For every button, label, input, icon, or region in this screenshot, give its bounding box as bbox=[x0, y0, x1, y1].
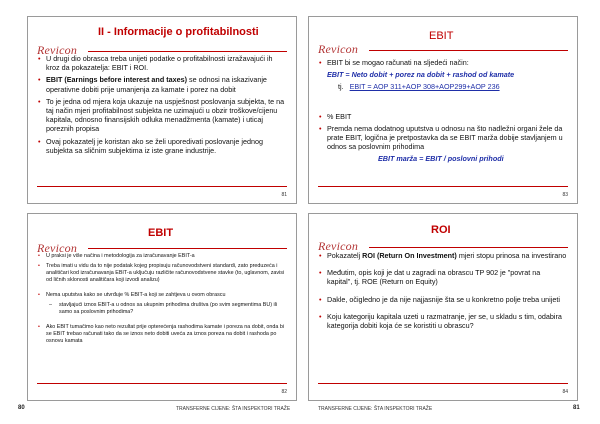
footer-rule bbox=[37, 186, 287, 187]
ebit-aop-line bbox=[318, 82, 567, 91]
revicon-logo: Revicon bbox=[318, 239, 359, 253]
bullet bbox=[318, 251, 567, 260]
bullet: • Nema uputstva kako se utvrđuje % EBIT-a koji se zahtjeva u ovom obrascu bbox=[37, 292, 286, 299]
slide-number: 81 bbox=[281, 192, 287, 198]
slide-title: ROI bbox=[431, 224, 451, 236]
left-page-number: 80 bbox=[18, 405, 25, 411]
slide-number: 83 bbox=[562, 192, 568, 198]
slide-number: 82 bbox=[281, 389, 287, 395]
slide-title: II - Informacije o profitabilnosti bbox=[98, 26, 259, 38]
slide-roi bbox=[308, 213, 578, 401]
title-rule bbox=[88, 248, 287, 249]
slide-body bbox=[37, 253, 286, 348]
left-running-footer: TRANSFERNE CIJENE: ŠTA INSPEKTORI TRAŽE bbox=[176, 406, 291, 412]
footer-rule bbox=[318, 383, 568, 384]
bullet: • Međutim, opis koji je dat u zagradi na obrascu TP 902 je "povrat na kapital", tj. ROE (Return on Equity) bbox=[318, 268, 567, 286]
bullet: • EBIT bi se mogao računati na sljedeći način: bbox=[318, 58, 567, 67]
title-rule bbox=[88, 51, 287, 52]
bullet: • Koju kategoriju kapitala uzeti u razmatranje, jer se, u skladu s tim, odabira kategorija dobiti koja će se koristiti u obrascu? bbox=[318, 312, 567, 330]
slide-title: EBIT bbox=[429, 30, 454, 42]
bullet: • Dakle, očigledno je da nije najjasnije šta se u konkretno polje treba unijeti bbox=[318, 295, 567, 304]
bullet: • Premda nema dodatnog uputstva u odnosu na što nadležni organi žele da prate EBIT, logična je pretpostavka da se EBIT marža dobije stavljanjem u odnos sa poslovnim prihodima bbox=[318, 124, 567, 152]
sub-bullet: – stavljajući iznos EBIT-a u odnos sa ukupnim prihodima društva (po svim segmentima BU) ili samo sa poslovnim prihodima? bbox=[37, 302, 286, 316]
slide-number: 84 bbox=[562, 389, 568, 395]
bullet bbox=[37, 75, 286, 93]
bullet: • U drugi dio obrasca treba unijeti podatke o profitabilnosti izražavajući ih kroz da pokazatelja: EBIT i ROI. bbox=[37, 54, 286, 72]
slide-title: EBIT bbox=[148, 227, 174, 239]
slide-body bbox=[318, 58, 567, 164]
bullet: • U praksi je više načina i metodologija za izračunavanje EBIT-a bbox=[37, 253, 286, 260]
revicon-logo: Revicon bbox=[37, 43, 78, 57]
ebit-term: EBIT (Earnings before interest and taxes) bbox=[46, 75, 187, 85]
bullet: • Treba imati u vidu da to nije podatak kojeg propisuju računovodstveni standardi, zato preduzeća i analitičari kod izračunavanja EBIT-a uključuju različite računovodstvene stavke (to, uglavnom, zavisi od ličnih sklonosti analitičara koji izvodi analizu) bbox=[37, 263, 286, 284]
ebit-definition: se odnosi na iskazivanje operativne dobiti prije umanjenja za kamate i porez na dobit bbox=[46, 75, 267, 94]
roi-term: ROI (Return On Investment) bbox=[362, 251, 457, 260]
ebit-formula: EBIT = Neto dobit + porez na dobit + rashod od kamate bbox=[327, 70, 515, 80]
revicon-logo: Revicon bbox=[37, 241, 78, 255]
tj-label: tj. bbox=[338, 82, 344, 92]
ebit-margin-formula: EBIT marža = EBIT / poslovni prihodi bbox=[378, 154, 504, 164]
roi-definition: mjeri stopu prinosa na investirano bbox=[456, 251, 567, 260]
bullet: • Ako EBIT tumačimo kao neto rezultat prije opterećenja rashodima kamate i poreza na dobit, onda bi se EBIT trebao računati tako da se iznos neto dobiti uveća za iznos poreza na dobit i rashoda po osnovu kamata bbox=[37, 324, 286, 345]
slide-profitability-info bbox=[27, 16, 297, 204]
aop-formula: EBIT = AOP 311+AOP 308+AOP299+AOP 236 bbox=[349, 82, 500, 92]
slide-ebit-formula bbox=[308, 16, 578, 204]
slide-ebit-methods bbox=[27, 213, 297, 401]
title-rule bbox=[369, 50, 568, 51]
slide-body bbox=[37, 54, 286, 158]
bullet: • Ovaj pokazatelj je koristan ako se želi uporedivati poslovanje jednog subjekta sa sličnim subjektima iz iste grane industrije. bbox=[37, 137, 286, 155]
bullet: • To je jedna od mjera koja ukazuje na uspješnost poslovanja subjekta, te na taj način mjeri profitabilnost subjekta ne uzimajući u obzir troškove/cijenu kapitala, odnosno finansijskih odluka menadžmenta (kamate) i uticaj poreznih propisa bbox=[37, 97, 286, 134]
roi-prefix: Pokazatelj bbox=[327, 251, 363, 260]
right-running-footer: TRANSFERNE CIJENE: ŠTA INSPEKTORI TRAŽE bbox=[318, 406, 433, 412]
slide-body bbox=[318, 251, 567, 333]
title-rule bbox=[369, 247, 568, 248]
bullet: • % EBIT bbox=[318, 112, 567, 121]
footer-rule bbox=[318, 186, 568, 187]
footer-rule bbox=[37, 383, 287, 384]
revicon-logo: Revicon bbox=[318, 42, 359, 56]
right-page-number: 81 bbox=[573, 405, 580, 411]
